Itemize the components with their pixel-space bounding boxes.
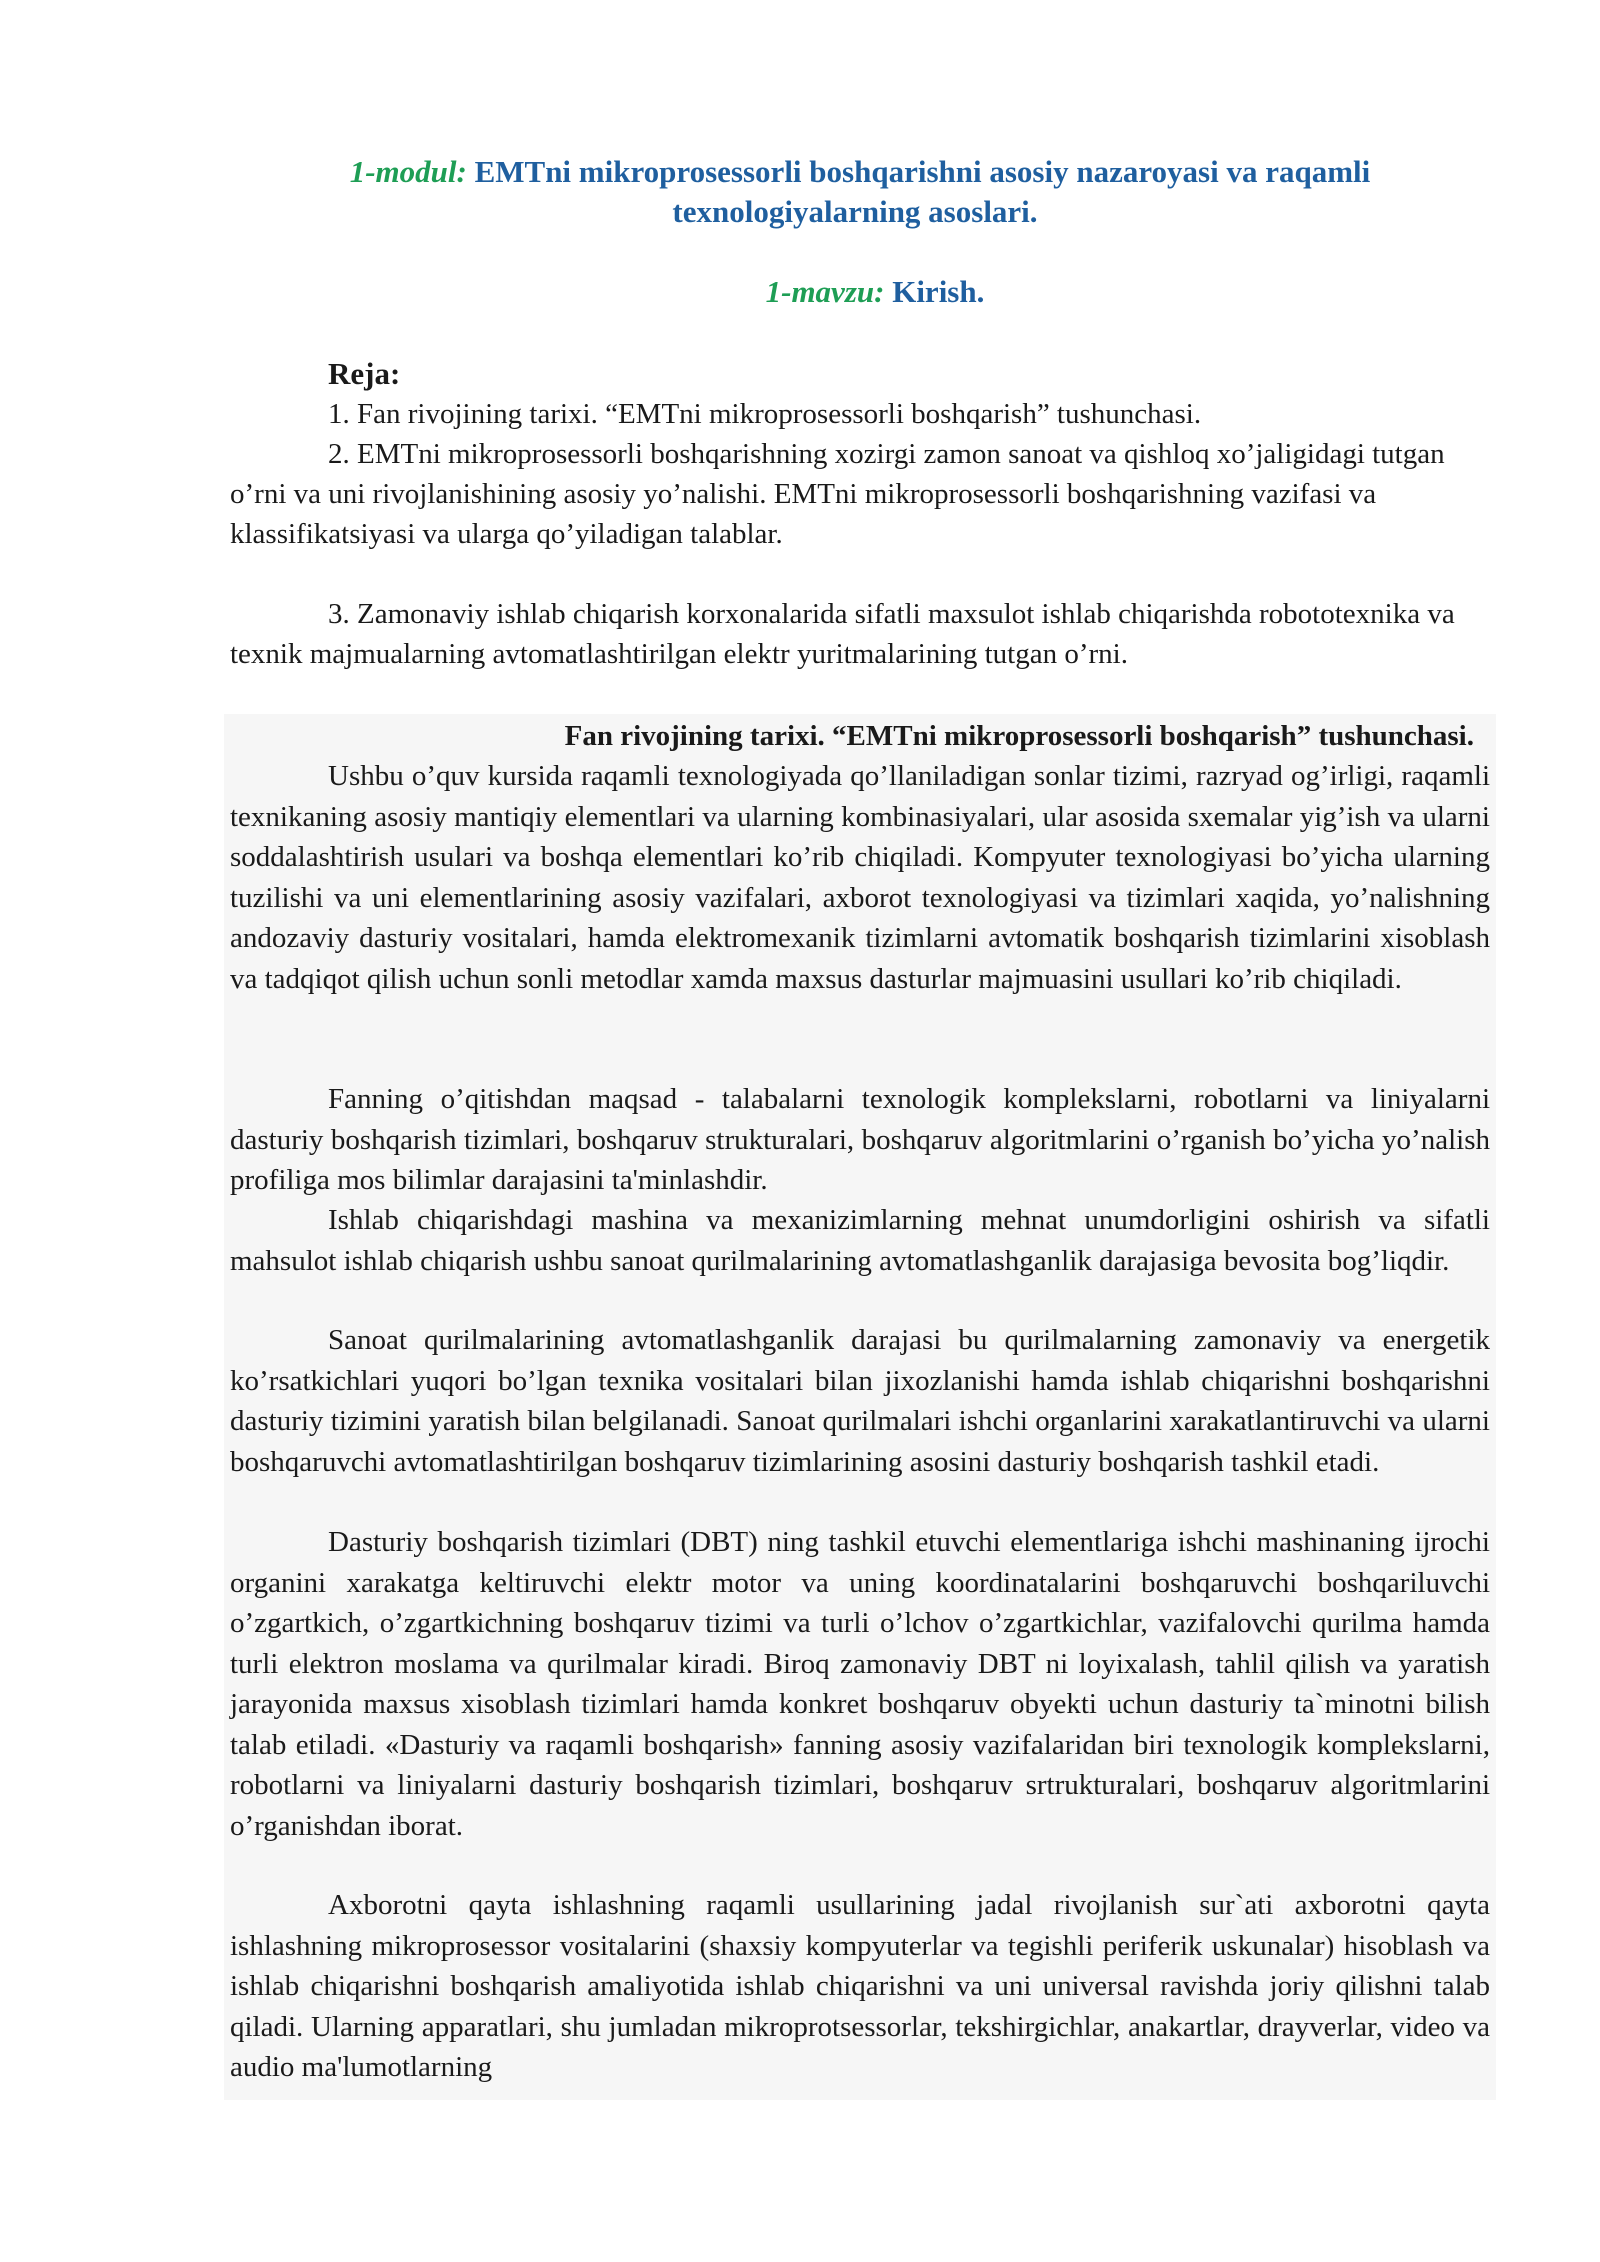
section-title: Fan rivojining tarixi. “EMTni mikroprosessorli boshqarish” tushunchasi.: [564, 720, 1474, 752]
body-paragraph-3: Ishlab chiqarishdagi mashina va mexanizimlarning mehnat unumdorligini oshirish va sifatli mahsulot ishlab chiqarish ushbu sanoat qurilmalarining avtomatlashganlik darajasiga bevosita bog’liqdir.: [230, 1204, 1490, 1277]
plan-item-1: 1. Fan rivojining tarixi. “EMTni mikroprosessorli boshqarish” tushunchasi.: [328, 398, 1202, 430]
plan-item-2: 2. EMTni mikroprosessorli boshqarishning xozirgi zamon sanoat va qishloq xo’jaligidagi tutgan o’rni va uni rivojlanishining asosiy yo’nalishi. EMTni mikroprosessorli boshqarishning vazifasi va klassifikatsiyasi va ularga qo’yiladigan talablar.: [230, 438, 1445, 550]
body-paragraph-4: Sanoat qurilmalarining avtomatlashganlik darajasi bu qurilmalarning zamonaviy va energetik ko’rsatkichlari yuqori bo’lgan texnika vositalari bilan jixozlanishi hamda ishlab chiqarishni boshqarishni dasturiy tizimini yaratish bilan belgilanadi. Sanoat qurilmalari ishchi organlarini xarakatlantiruvchi va ularni boshqaruvchi avtomatlashtirilgan boshqaruv tizimlarining asosini dasturiy boshqarish tashkil etadi.: [230, 1324, 1490, 1478]
plan-heading: Reja:: [328, 356, 401, 391]
module-title-line1: EMTni mikroprosessorli boshqarishni asosiy nazaroyasi va raqamli: [474, 154, 1371, 189]
topic-heading: [0, 272, 1600, 312]
body-paragraph-1: Ushbu o’quv kursida raqamli texnologiyada qo’llaniladigan sonlar tizimi, razryad og’irligi, raqamli texnikaning asosiy mantiqiy elementlari va ularning kombinasiyalari, ular asosida sxemalar yig’ish va ularni soddalashtirish usulari va boshqa elementlari ko’rib chiqiladi. Kompyuter texnologiyasi bo’yicha ularning tuzilishi va uni elementlarining asosiy vazifalari, axborot texnologiyasi va tizimlari xaqida, yo’nalishning andozaviy dasturiy vositalari, hamda elektromexanik tizimlarni avtomatik boshqarish tizimlarini xisoblash va tadqiqot qilish uchun sonli metodlar xamda maxsus dasturlar majmuasini usullari ko’rib chiqiladi.: [230, 760, 1490, 995]
body-paragraph-5: Dasturiy boshqarish tizimlari (DBT) ning tashkil etuvchi elementlariga ishchi mashinaning ijrochi organini xarakatga keltiruvchi elektr motor va uning koordinatalarini boshqaruvchi boshqariluvchi o’zgartkich, o’zgartkichning boshqaruv tizimi va turli o’lchov o’zgartkichlar, vazifalovchi qurilma hamda turli elektron moslama va qurilmalar kiradi. Biroq zamonaviy DBT ni loyixalash, tahlil qilish va yaratish jarayonida maxsus xisoblash tizimlari hamda konkret boshqaruv obyekti uchun dasturiy ta`minotni bilish talab etiladi. «Dasturiy va raqamli boshqarish» fanning asosiy vazifalaridan biri texnologik komplekslarni, robotlarni va liniyalarni dasturiy boshqarish tizimlari, boshqaruv srtrukturalari, boshqaruv algoritmlarini o’rganishdan iborat.: [230, 1526, 1490, 1842]
topic-label: 1-mavzu:: [765, 274, 885, 309]
module-label: 1-modul:: [349, 154, 467, 189]
body-paragraph-6: Axborotni qayta ishlashning raqamli usullarining jadal rivojlanish sur`ati axborotni qayta ishlashning mikroprosessor vositalarini (shaxsiy kompyuterlar va tegishli periferik uskunalar) hisoblash va ishlab chiqarishni boshqarish amaliyotida ishlab chiqarishni va uni universal ravishda joriy qilishni talab qiladi. Ularning apparatlari, shu jumladan mikroprotsessorlar, tekshirgichlar, anakartlar, drayverlar, video va audio ma'lumotlarning: [230, 1889, 1490, 2083]
module-title-line2: texnologiyalarning asoslari.: [672, 194, 1038, 229]
module-heading: [0, 152, 1600, 232]
topic-title: Kirish.: [892, 274, 985, 309]
body-paragraph-2: Fanning o’qitishdan maqsad - talabalarni texnologik komplekslarni, robotlarni va liniyalarni dasturiy boshqarish tizimlari, boshqaruv strukturalari, boshqaruv algoritmlarini o’rganish bo’yicha yo’nalish profiliga mos bilimlar darajasini ta'minlashdir.: [230, 1083, 1490, 1196]
plan-item-3: 3. Zamonaviy ishlab chiqarish korxonalarida sifatli maxsulot ishlab chiqarishda robototexnika va texnik majmualarning avtomatlashtirilgan elektr yuritmalarining tutgan o’rni.: [230, 598, 1455, 670]
